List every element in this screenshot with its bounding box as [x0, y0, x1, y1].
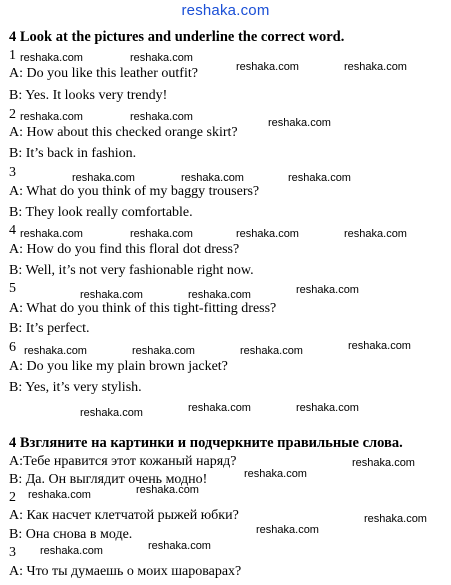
ru-item-1-answer: B: Да. Он выглядит очень модно! [9, 472, 208, 487]
watermark: reshaka.com [24, 345, 87, 357]
item-1-number: 1 [9, 48, 16, 63]
watermark: reshaka.com [188, 402, 251, 414]
watermark: reshaka.com [352, 457, 415, 469]
russian-heading: 4 Взгляните на картинки и подчеркните правильные слова. [9, 435, 403, 451]
watermark: reshaka.com [130, 111, 193, 123]
item-6-question: A: Do you like my plain brown jacket? [9, 359, 228, 374]
item-5-number: 5 [9, 281, 16, 296]
item-5-question: A: What do you think of this tight-fitting dress? [9, 301, 277, 316]
item-3-answer: B: They look really comfortable. [9, 205, 193, 220]
item-4-question: A: How do you find this floral dot dress? [9, 242, 240, 257]
watermark: reshaka.com [296, 402, 359, 414]
watermark: reshaka.com [244, 468, 307, 480]
ru-item-1-question: A:Тебе нравится этот кожаный наряд? [9, 454, 237, 469]
english-heading: 4 Look at the pictures and underline the correct word. [9, 29, 345, 45]
site-header[interactable]: reshaka.com [181, 2, 270, 19]
watermark: reshaka.com [132, 345, 195, 357]
watermark: reshaka.com [181, 172, 244, 184]
watermark: reshaka.com [20, 52, 83, 64]
watermark: reshaka.com [130, 52, 193, 64]
watermark: reshaka.com [40, 545, 103, 557]
item-1-question: A: Do you like this leather outfit? [9, 66, 198, 81]
item-6-number: 6 [9, 340, 16, 355]
watermark: reshaka.com [236, 228, 299, 240]
item-6-answer: B: Yes, it’s very stylish. [9, 380, 142, 395]
watermark: reshaka.com [136, 484, 199, 496]
watermark: reshaka.com [130, 228, 193, 240]
watermark: reshaka.com [256, 524, 319, 536]
ru-item-3-number: 3 [9, 545, 16, 560]
item-2-answer: B: It’s back in fashion. [9, 146, 137, 161]
ru-item-2-question: A: Как насчет клетчатой рыжей юбки? [9, 508, 239, 523]
watermark: reshaka.com [72, 172, 135, 184]
item-4-answer: B: Well, it’s not very fashionable right now. [9, 263, 254, 278]
watermark: reshaka.com [80, 289, 143, 301]
item-3-number: 3 [9, 165, 16, 180]
watermark: reshaka.com [288, 172, 351, 184]
item-2-question: A: How about this checked orange skirt? [9, 125, 238, 140]
item-3-question: A: What do you think of my baggy trousers? [9, 184, 260, 199]
watermark: reshaka.com [20, 111, 83, 123]
watermark: reshaka.com [364, 513, 427, 525]
item-5-answer: B: It’s perfect. [9, 321, 90, 336]
ru-item-2-number: 2 [9, 490, 16, 505]
watermark: reshaka.com [240, 345, 303, 357]
watermark: reshaka.com [80, 407, 143, 419]
item-4-number: 4 [9, 223, 16, 238]
watermark: reshaka.com [148, 540, 211, 552]
watermark: reshaka.com [268, 117, 331, 129]
watermark: reshaka.com [348, 340, 411, 352]
ru-item-2-answer: B: Она снова в моде. [9, 527, 133, 542]
watermark: reshaka.com [236, 61, 299, 73]
watermark: reshaka.com [20, 228, 83, 240]
watermark: reshaka.com [296, 284, 359, 296]
watermark: reshaka.com [344, 228, 407, 240]
ru-item-3-question: A: Что ты думаешь о моих шароварах? [9, 564, 242, 579]
watermark: reshaka.com [28, 489, 91, 501]
watermark: reshaka.com [188, 289, 251, 301]
watermark: reshaka.com [344, 61, 407, 73]
item-1-answer: B: Yes. It looks very trendy! [9, 88, 168, 103]
item-2-number: 2 [9, 107, 16, 122]
